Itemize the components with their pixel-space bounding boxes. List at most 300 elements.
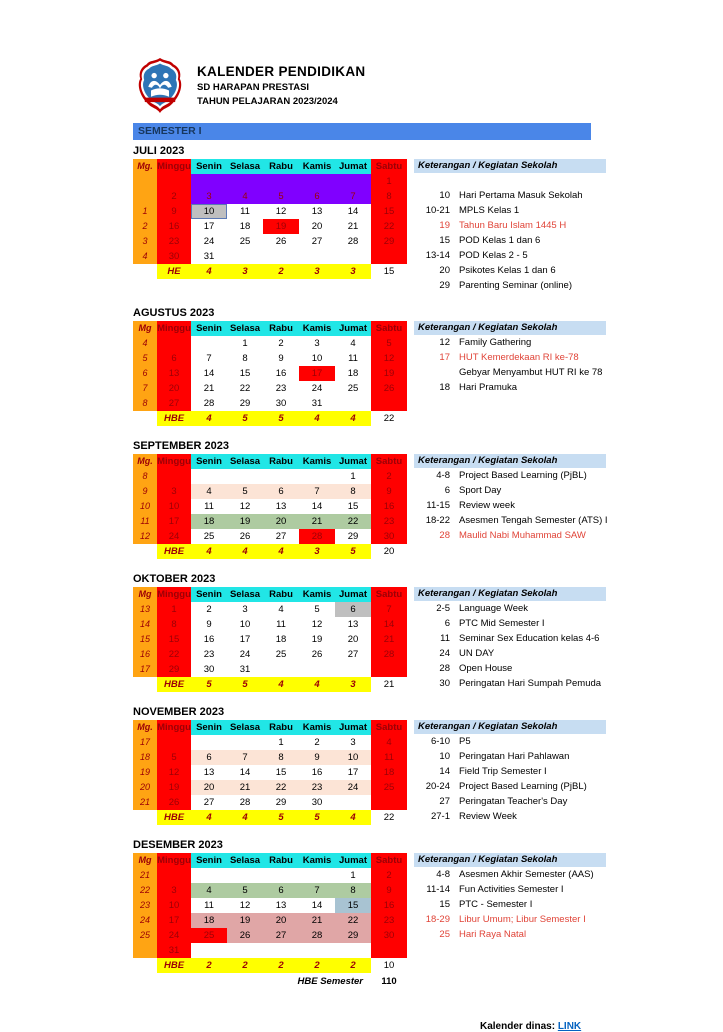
- day-header: Jumat: [335, 454, 371, 469]
- note-text: Peringatan Hari Sumpah Pemuda: [459, 678, 602, 689]
- day-cell: [299, 662, 335, 677]
- calendar-week-row: [133, 617, 407, 632]
- note-date: 11-14: [426, 884, 450, 895]
- note-date: 20-24: [425, 781, 450, 792]
- day-cell: 22: [263, 780, 299, 795]
- hbe-value: 4: [299, 677, 335, 692]
- day-cell: [157, 868, 191, 883]
- calendar-table: [133, 454, 407, 559]
- week-number-cell: 8: [133, 469, 157, 484]
- day-cell: [299, 943, 335, 958]
- day-cell: 29: [275, 797, 287, 808]
- day-cell: [191, 943, 227, 958]
- day-cell: 2: [371, 868, 407, 883]
- months-container: [133, 145, 723, 973]
- hbe-value: 2: [227, 958, 263, 973]
- week-col-header: Mg: [133, 853, 157, 868]
- day-cell: [191, 735, 227, 750]
- hbe-spacer: [133, 411, 157, 426]
- day-cell: 29: [157, 662, 191, 677]
- month-body: [133, 321, 723, 426]
- note-row: [414, 631, 606, 646]
- note-date: 18: [439, 382, 450, 393]
- month-section: [133, 839, 723, 973]
- month-section: [133, 307, 723, 426]
- hbe-value: 4: [335, 411, 371, 426]
- day-header: Sabtu: [371, 321, 407, 336]
- note-row: [414, 513, 606, 528]
- calendar-table: [133, 853, 407, 973]
- day-cell: 22: [335, 913, 371, 928]
- day-cell: [263, 469, 299, 484]
- day-cell: [157, 174, 191, 189]
- note-text: Peringatan Hari Pahlawan: [459, 751, 570, 762]
- note-row: [414, 734, 606, 749]
- day-cell: 13: [275, 900, 287, 911]
- day-cell: 6: [263, 883, 299, 898]
- hbe-value: 3: [335, 264, 371, 279]
- note-text: UN DAY: [459, 648, 495, 659]
- note-date: 4-8: [436, 869, 450, 880]
- note-row: [414, 882, 606, 897]
- day-cell: 22: [335, 514, 371, 529]
- week-number-cell: 5: [133, 351, 157, 366]
- week-number-cell: 11: [133, 514, 157, 529]
- note-date: 10-21: [425, 205, 450, 216]
- note-row: [414, 897, 606, 912]
- day-cell: [299, 868, 335, 883]
- note-row: [414, 661, 606, 676]
- calendar-header-row: [133, 720, 407, 735]
- day-header: Selasa: [227, 720, 263, 735]
- day-cell: 17: [157, 913, 191, 928]
- hbe-value: 4: [263, 544, 299, 559]
- day-cell: 8: [157, 617, 191, 632]
- week-number-cell: [133, 943, 157, 958]
- day-header: Jumat: [335, 587, 371, 602]
- week-col-header: Mg: [133, 321, 157, 336]
- day-header: Kamis: [299, 454, 335, 469]
- note-date: 12: [439, 337, 450, 348]
- day-header: Selasa: [227, 853, 263, 868]
- note-row: [414, 203, 606, 218]
- note-text: Project Based Learning (PjBL): [459, 470, 587, 481]
- hbe-semester-row: [133, 974, 407, 989]
- note-row: [414, 218, 606, 233]
- day-cell: 26: [371, 381, 407, 396]
- note-text: HUT Kemerdekaan RI ke-78: [459, 352, 579, 363]
- day-cell: 8: [335, 484, 371, 499]
- hbe-label: HBE: [157, 411, 191, 426]
- day-cell: 1: [350, 471, 356, 482]
- calendar-week-row: [133, 219, 407, 234]
- month-title: JULI 2023: [133, 145, 185, 157]
- day-cell: 2: [206, 604, 212, 615]
- hbe-value: 5: [263, 810, 299, 825]
- day-cell: 23: [371, 913, 407, 928]
- day-cell: 17: [299, 366, 335, 381]
- brand-text: [197, 57, 365, 114]
- day-cell: 17: [157, 514, 191, 529]
- hbe-total: 20: [383, 546, 395, 557]
- brand-header: [133, 57, 723, 114]
- day-cell: 2: [157, 189, 191, 204]
- note-date: 6: [444, 485, 450, 496]
- day-cell: [263, 868, 299, 883]
- calendar-week-row: [133, 484, 407, 499]
- week-number-cell: 17: [133, 662, 157, 677]
- day-header: Selasa: [227, 159, 263, 174]
- note-date: 24: [439, 648, 450, 659]
- week-number-cell: 18: [133, 750, 157, 765]
- note-text: Seminar Sex Education kelas 4-6: [459, 633, 600, 644]
- calendar-week-row: [133, 602, 407, 617]
- week-number-cell: 21: [133, 868, 157, 883]
- hbe-value: 5: [335, 544, 371, 559]
- day-cell: 14: [239, 767, 251, 778]
- hbe-value: 4: [227, 544, 263, 559]
- day-cell: 19: [227, 913, 263, 928]
- day-cell: 3: [242, 604, 248, 615]
- note-date: 10: [439, 751, 450, 762]
- day-cell: [299, 174, 335, 189]
- hbe-spacer: [133, 544, 157, 559]
- kalender-dinas-link[interactable]: LINK: [557, 1021, 582, 1032]
- notes-panel: [414, 454, 606, 543]
- kalender-dinas-line: [480, 1021, 723, 1032]
- calendar-header-row: [133, 454, 407, 469]
- day-cell: 20: [347, 634, 359, 645]
- day-cell: 14: [311, 900, 323, 911]
- day-cell: 10: [335, 750, 371, 765]
- month-body: [133, 720, 723, 825]
- day-cell: 12: [275, 206, 287, 217]
- note-row: [414, 233, 606, 248]
- day-cell: 16: [311, 767, 323, 778]
- day-cell: 31: [311, 398, 323, 409]
- hbe-value: 4: [191, 411, 227, 426]
- note-date: 6: [444, 618, 450, 629]
- note-text: Gebyar Menyambut HUT RI ke 78: [459, 367, 603, 378]
- day-cell: 26: [239, 531, 251, 542]
- note-date: 11-15: [426, 500, 450, 511]
- hbe-value: 5: [299, 810, 335, 825]
- day-cell: 3: [157, 484, 191, 499]
- week-number-cell: 12: [133, 529, 157, 544]
- calendar-week-row: [133, 529, 407, 544]
- week-number-cell: 15: [133, 632, 157, 647]
- day-cell: 15: [239, 368, 251, 379]
- note-row: [414, 483, 606, 498]
- day-cell: [335, 943, 371, 958]
- month-body: [133, 853, 723, 973]
- school-logo-icon: [133, 57, 187, 114]
- note-row: [414, 616, 606, 631]
- notes-header: Keterangan / Kegiatan Sekolah: [414, 454, 606, 468]
- day-cell: 17: [239, 634, 251, 645]
- calendar-week-row: [133, 366, 407, 381]
- hbe-row: [133, 411, 407, 426]
- calendar-week-row: [133, 913, 407, 928]
- day-header: Kamis: [299, 587, 335, 602]
- day-header: Senin: [191, 853, 227, 868]
- note-row: [414, 528, 606, 543]
- day-header: Kamis: [299, 321, 335, 336]
- day-cell: 28: [203, 398, 215, 409]
- day-cell: 5: [227, 484, 263, 499]
- hbe-spacer: [133, 677, 157, 692]
- day-cell: 24: [311, 383, 323, 394]
- day-cell: 7: [299, 883, 335, 898]
- note-date: 11: [440, 633, 450, 644]
- kalender-dinas-label: Kalender dinas:: [480, 1021, 556, 1032]
- day-cell: 31: [203, 251, 215, 262]
- day-cell: 8: [335, 883, 371, 898]
- day-cell: 7: [227, 750, 263, 765]
- day-header: Jumat: [335, 720, 371, 735]
- day-cell: [157, 735, 191, 750]
- week-number-cell: 6: [133, 366, 157, 381]
- day-cell: 15: [335, 898, 371, 913]
- month-title: DESEMBER 2023: [133, 839, 223, 851]
- day-cell: 24: [203, 236, 215, 247]
- day-cell: 1: [278, 737, 284, 748]
- note-date: 30: [439, 678, 450, 689]
- day-cell: [263, 249, 299, 264]
- day-cell: [335, 249, 371, 264]
- day-cell: 30: [275, 398, 287, 409]
- day-cell: 30: [203, 664, 215, 675]
- day-cell: 17: [347, 767, 359, 778]
- calendar-week-row: [133, 647, 407, 662]
- note-date: 29: [439, 280, 450, 291]
- day-cell: [227, 174, 263, 189]
- day-header: Senin: [191, 587, 227, 602]
- day-cell: 31: [239, 664, 251, 675]
- day-header: Rabu: [263, 454, 299, 469]
- note-date: 4-8: [436, 470, 450, 481]
- day-cell: [227, 735, 263, 750]
- calendar-week-row: [133, 632, 407, 647]
- day-header: Jumat: [335, 159, 371, 174]
- day-cell: 7: [335, 189, 371, 204]
- notes-panel: [414, 321, 606, 395]
- day-header: Sabtu: [371, 853, 407, 868]
- day-cell: 28: [299, 928, 335, 943]
- note-row: [414, 380, 606, 395]
- day-cell: 21: [299, 514, 335, 529]
- hbe-value: 4: [191, 544, 227, 559]
- day-cell: [227, 469, 263, 484]
- day-cell: 23: [203, 649, 215, 660]
- day-cell: 2: [371, 469, 407, 484]
- day-cell: 29: [347, 531, 359, 542]
- day-cell: 21: [371, 632, 407, 647]
- notes-list: [414, 188, 606, 293]
- day-cell: 16: [275, 368, 287, 379]
- day-cell: 18: [239, 221, 251, 232]
- week-number-cell: 8: [133, 396, 157, 411]
- day-cell: 20: [191, 780, 227, 795]
- notes-list: [414, 601, 606, 691]
- month-section: [133, 706, 723, 825]
- notes-header: Keterangan / Kegiatan Sekolah: [414, 587, 606, 601]
- day-cell: 9: [206, 619, 212, 630]
- week-number-cell: 7: [133, 381, 157, 396]
- calendar-week-row: [133, 662, 407, 677]
- day-header: Minggu: [157, 323, 191, 334]
- hbe-value: 2: [263, 958, 299, 973]
- note-text: Language Week: [459, 603, 529, 614]
- day-header: Kamis: [299, 720, 335, 735]
- day-cell: 10: [239, 619, 251, 630]
- day-cell: 1: [157, 602, 191, 617]
- day-header: Senin: [191, 159, 227, 174]
- week-number-cell: 3: [133, 234, 157, 249]
- day-cell: 13: [311, 206, 323, 217]
- day-cell: 21: [299, 913, 335, 928]
- calendar-week-row: [133, 735, 407, 750]
- day-cell: 11: [204, 900, 214, 911]
- day-cell: [371, 396, 407, 411]
- hbe-total: 15: [383, 266, 395, 277]
- day-cell: 4: [350, 338, 356, 349]
- calendar-week-row: [133, 943, 407, 958]
- day-cell: 8: [242, 353, 248, 364]
- notes-list: [414, 734, 606, 824]
- hbe-label: HBE: [157, 958, 191, 973]
- hbe-total: 21: [383, 679, 395, 690]
- note-row: [414, 867, 606, 882]
- month-body: [133, 159, 723, 293]
- note-text: Maulid Nabi Muhammad SAW: [459, 530, 586, 541]
- day-cell: 12: [311, 619, 323, 630]
- week-col-header: Mg.: [133, 454, 157, 469]
- day-header: Selasa: [227, 454, 263, 469]
- day-cell: 3: [191, 189, 227, 204]
- day-cell: 3: [314, 338, 320, 349]
- day-cell: [191, 469, 227, 484]
- day-cell: 6: [191, 750, 227, 765]
- day-cell: 13: [203, 767, 215, 778]
- day-cell: 30: [371, 928, 407, 943]
- day-header: Minggu: [157, 855, 191, 866]
- day-header: Rabu: [263, 159, 299, 174]
- day-cell: 10: [157, 898, 191, 913]
- day-cell: 6: [335, 602, 371, 617]
- calendar-table: [133, 587, 407, 692]
- note-row: [414, 365, 606, 380]
- semester-banner: SEMESTER I: [133, 123, 591, 140]
- day-header: Senin: [191, 321, 227, 336]
- day-cell: 24: [335, 780, 371, 795]
- day-cell: 27: [311, 236, 323, 247]
- day-cell: 8: [263, 750, 299, 765]
- note-text: Parenting Seminar (online): [459, 280, 573, 291]
- day-cell: 26: [275, 236, 287, 247]
- hbe-value: 3: [299, 544, 335, 559]
- day-header: Sabtu: [371, 159, 407, 174]
- note-row: [414, 498, 606, 513]
- notes-list: [414, 867, 606, 942]
- day-cell: [227, 249, 263, 264]
- day-cell: 28: [239, 797, 251, 808]
- note-row: [414, 335, 606, 350]
- day-cell: 5: [227, 883, 263, 898]
- note-date: 6-10: [430, 736, 450, 747]
- day-cell: 8: [371, 189, 407, 204]
- day-cell: 15: [371, 204, 407, 219]
- month-section: [133, 145, 723, 293]
- day-cell: 29: [371, 234, 407, 249]
- day-cell: [191, 868, 227, 883]
- notes-list: [414, 468, 606, 543]
- note-text: Peringatan Teacher's Day: [459, 796, 568, 807]
- day-cell: 26: [227, 928, 263, 943]
- day-header: Kamis: [299, 853, 335, 868]
- day-cell: [263, 943, 299, 958]
- note-text: Sport Day: [459, 485, 502, 496]
- note-date: 18-22: [425, 515, 450, 526]
- hbe-value: 4: [191, 810, 227, 825]
- hbe-value: 3: [299, 264, 335, 279]
- day-cell: 6: [263, 484, 299, 499]
- day-cell: 6: [299, 189, 335, 204]
- day-header: Jumat: [335, 853, 371, 868]
- calendar-week-row: [133, 249, 407, 264]
- day-header: Kamis: [299, 159, 335, 174]
- day-cell: 31: [157, 943, 191, 958]
- note-text: Fun Activities Semester I: [459, 884, 564, 895]
- day-header: Jumat: [335, 321, 371, 336]
- note-row: [414, 646, 606, 661]
- note-row: [414, 350, 606, 365]
- hbe-value: 5: [263, 411, 299, 426]
- day-cell: 3: [350, 737, 356, 748]
- notes-list: [414, 335, 606, 395]
- day-cell: 18: [275, 634, 287, 645]
- note-row: [414, 676, 606, 691]
- day-cell: [335, 396, 371, 411]
- notes-header: Keterangan / Kegiatan Sekolah: [414, 159, 606, 173]
- month-body: [133, 587, 723, 692]
- day-cell: 14: [311, 501, 323, 512]
- day-cell: 11: [276, 619, 286, 630]
- week-number-cell: 14: [133, 617, 157, 632]
- day-cell: 25: [239, 236, 251, 247]
- day-cell: [371, 249, 407, 264]
- day-cell: 27: [157, 396, 191, 411]
- note-row: [414, 779, 606, 794]
- calendar-week-row: [133, 396, 407, 411]
- month-title: NOVEMBER 2023: [133, 706, 225, 718]
- day-cell: 4: [227, 189, 263, 204]
- day-header: Rabu: [263, 321, 299, 336]
- day-cell: 19: [157, 780, 191, 795]
- day-cell: 4: [371, 735, 407, 750]
- week-number-cell: 1: [133, 204, 157, 219]
- day-cell: 19: [371, 366, 407, 381]
- hbe-total: 10: [383, 960, 395, 971]
- day-header: Senin: [191, 454, 227, 469]
- note-date: 19: [439, 220, 450, 231]
- day-cell: 15: [275, 767, 287, 778]
- day-cell: 11: [371, 750, 407, 765]
- note-text: Hari Pramuka: [459, 382, 518, 393]
- day-cell: 1: [242, 338, 248, 349]
- day-cell: 26: [157, 795, 191, 810]
- note-row: [414, 794, 606, 809]
